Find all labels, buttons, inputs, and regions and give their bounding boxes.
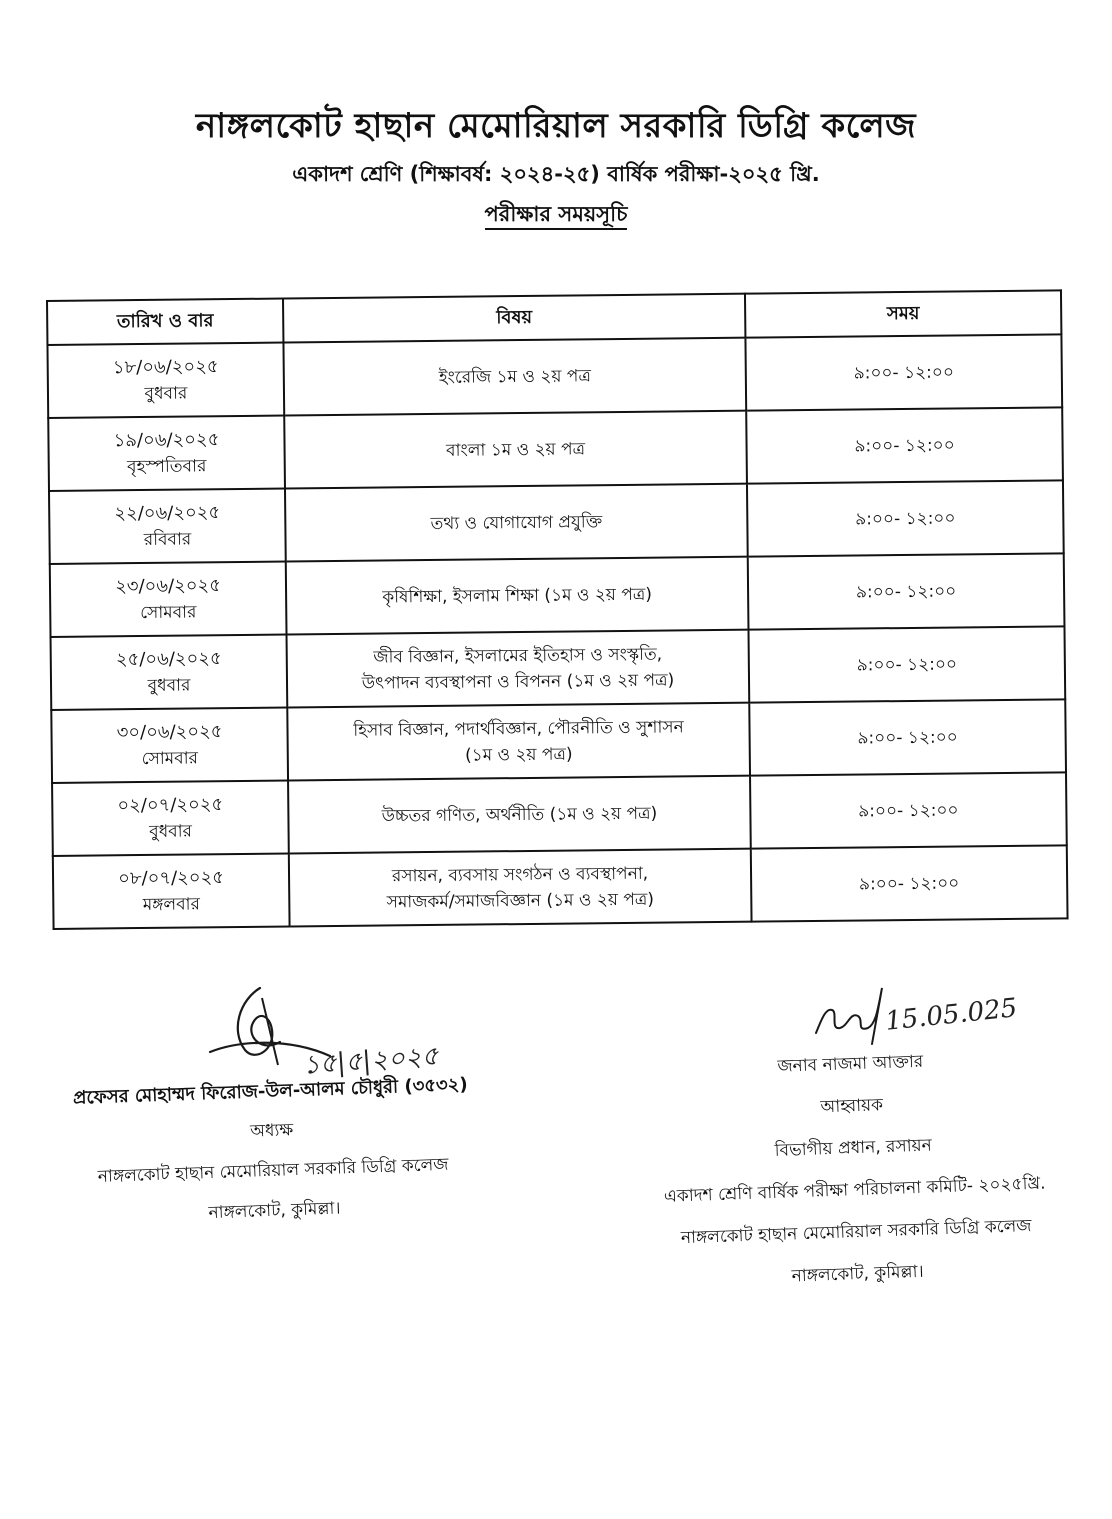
- exam-date: ২২/০৬/২০২৫: [114, 501, 221, 524]
- exam-date: ০২/০৭/২০২৫: [117, 793, 224, 816]
- table-row: [48, 407, 1063, 491]
- date-cell: [53, 853, 290, 928]
- convener-department: বিভাগীয় প্রধান, রসায়ন: [774, 1135, 933, 1161]
- table-row: [50, 553, 1065, 637]
- exam-date: ১৮/০৬/২০২৫: [112, 355, 219, 378]
- date-cell: [52, 780, 289, 855]
- subject-cell: [286, 557, 749, 635]
- time-cell: ৯:০০- ১২:০০: [750, 772, 1067, 848]
- subject-line: রসায়ন, ব্যবসায় সংগঠন ও ব্যবস্থাপনা,: [391, 863, 649, 886]
- principal-location: নাঙ্গলকোট, কুমিল্লা।: [208, 1198, 341, 1224]
- convener-signature: [812, 978, 892, 1048]
- date-cell: [50, 562, 287, 637]
- subject-line: উচ্চতর গণিত, অর্থনীতি (১ম ও ২য় পত্র): [381, 803, 658, 827]
- convener-institution: নাঙ্গলকোট হাছান মেমোরিয়াল সরকারি ডিগ্রি কলেজ: [680, 1216, 1032, 1249]
- exam-date: ২৩/০৬/২০২৫: [115, 574, 221, 597]
- exam-day: রবিবার: [143, 528, 192, 550]
- exam-title: একাদশ শ্রেণি (শিক্ষাবর্ষ: ২০২৪-২৫) বার্ষিক পরীক্ষা-২০২৫ খ্রি.: [292, 162, 820, 186]
- exam-day: বুধবার: [147, 675, 191, 696]
- exam-date: ২৫/০৬/২০২৫: [115, 647, 222, 670]
- exam-day: মঙ্গলবার: [142, 893, 200, 915]
- subject-cell: [285, 484, 748, 562]
- subject-line: তথ্য ও যোগাযোগ প্রযুক্তি: [430, 511, 603, 534]
- principal-name: প্রফেসর মোহাম্মদ ফিরোজ-উল-আলম চৌধুরী (৩৫৩২): [72, 1074, 468, 1109]
- table-row: [49, 480, 1064, 564]
- subject-cell: [287, 630, 750, 708]
- schedule-heading: [0, 198, 1112, 233]
- table-row: [52, 772, 1067, 856]
- subject-line: হিসাব বিজ্ঞান, পদার্থবিজ্ঞান, পৌরনীতি ও সুশাসন: [353, 716, 684, 741]
- subject-cell: [287, 703, 750, 781]
- subject-line: বাংলা ১ম ও ২য় পত্র: [445, 438, 586, 461]
- table-row: [47, 334, 1062, 418]
- schedule-heading-text: পরীক্ষার সময়সূচি: [485, 202, 628, 230]
- convener-name: জনাব নাজমা আক্তার: [777, 1051, 924, 1077]
- left-signature-date: ১৫|৫|২০২৫: [302, 1041, 440, 1081]
- exam-day: বৃহস্পতিবার: [127, 455, 207, 477]
- exam-date: ১৯/০৬/২০২৫: [113, 428, 220, 451]
- right-signatory-block: [600, 1043, 1108, 1312]
- time-cell: ৯:০০- ১২:০০: [746, 407, 1063, 483]
- column-header-time: সময়: [745, 290, 1061, 337]
- time-cell: ৯:০০- ১২:০০: [748, 626, 1065, 702]
- subject-line-2: সমাজকর্ম/সমাজবিজ্ঞান (১ম ও ২য় পত্র): [386, 889, 655, 912]
- subject-cell: [288, 776, 751, 854]
- table-row: [53, 845, 1068, 929]
- principal-designation: অধ্যক্ষ: [249, 1120, 294, 1142]
- time-cell: ৯:০০- ১২:০০: [748, 553, 1065, 629]
- convener-location: নাঙ্গলকোট, কুমিল্লা।: [791, 1261, 924, 1287]
- convener-role: আহ্বায়ক: [820, 1095, 884, 1118]
- left-signatory-block: [10, 1068, 535, 1247]
- subject-cell: [284, 411, 747, 489]
- convener-committee: একাদশ শ্রেণি বার্ষিক পরীক্ষা পরিচালনা কমিটি- ২০২৫খ্রি.: [663, 1173, 1046, 1207]
- subject-cell: [289, 849, 752, 927]
- time-cell: ৯:০০- ১২:০০: [749, 699, 1066, 775]
- right-signature-date: 15.05.025: [883, 993, 1019, 1037]
- table-row: [51, 626, 1066, 710]
- subject-line: ইংরেজি ১ম ও ২য় পত্র: [438, 365, 591, 388]
- time-cell: ৯:০০- ১২:০০: [745, 334, 1062, 410]
- date-cell: [49, 489, 286, 564]
- exam-day: সোমবার: [141, 747, 199, 769]
- column-header-subject: বিষয়: [283, 294, 745, 343]
- date-cell: [47, 343, 284, 418]
- column-header-date: তারিখ ও বার: [47, 299, 283, 345]
- exam-day: বুধবার: [149, 821, 193, 842]
- exam-schedule-table: [46, 289, 1069, 930]
- exam-day: সোমবার: [140, 601, 197, 623]
- subject-cell: [283, 338, 746, 416]
- time-cell: ৯:০০- ১২:০০: [751, 845, 1068, 921]
- date-cell: [48, 416, 285, 491]
- subject-line: জীব বিজ্ঞান, ইসলামের ইতিহাস ও সংস্কৃতি,: [373, 644, 663, 668]
- date-cell: [51, 707, 288, 782]
- principal-institution: নাঙ্গলকোট হাছান মেমোরিয়াল সরকারি ডিগ্রি কলেজ: [97, 1154, 449, 1187]
- table-row: [51, 699, 1066, 783]
- date-cell: [51, 634, 288, 709]
- exam-date: ৩০/০৬/২০২৫: [116, 720, 223, 743]
- subject-line-2: উৎপাদন ব্যবস্থাপনা ও বিপনন (১ম ও ২য় পত্র): [361, 669, 675, 694]
- exam-day: বুধবার: [144, 383, 188, 404]
- exam-date: ০৮/০৭/২০২৫: [118, 866, 225, 889]
- subject-line: কৃষিশিক্ষা, ইসলাম শিক্ষা (১ম ও ২য় পত্র): [382, 584, 653, 607]
- subject-line-2: (১ম ও ২য় পত্র): [464, 744, 573, 766]
- time-cell: ৯:০০- ১২:০০: [747, 480, 1064, 556]
- college-name: নাঙ্গলকোট হাছান মেমোরিয়াল সরকারি ডিগ্রি কলেজ: [195, 106, 917, 146]
